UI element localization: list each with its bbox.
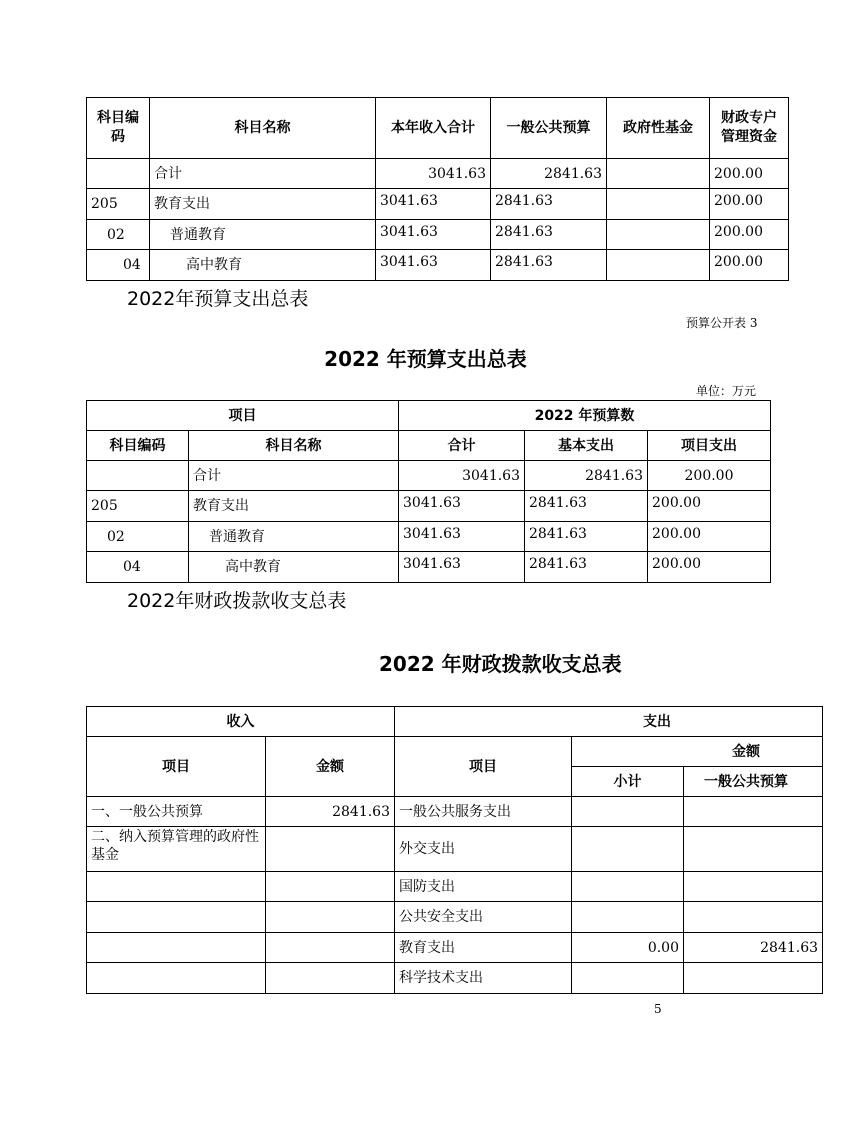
cell-income-item <box>87 902 266 933</box>
header-expense-amount: 金额 <box>572 737 823 767</box>
cell-name: 普通教育 <box>189 522 399 552</box>
header-income-item: 项目 <box>87 737 266 797</box>
header-special-account: 财政专户 管理资金 <box>710 98 789 159</box>
header-general-budget: 一般公共预算 <box>684 767 823 797</box>
table-row <box>87 797 823 827</box>
header-gov-fund: 政府性基金 <box>607 98 710 159</box>
cell-code: 04 <box>87 552 189 583</box>
cell-code <box>87 461 189 491</box>
cell-project: 200.00 <box>648 522 771 552</box>
appropriation-summary-table <box>86 706 823 994</box>
cell-subtotal: 0.00 <box>572 933 684 963</box>
cell-general <box>684 797 823 827</box>
cell-general <box>684 872 823 902</box>
form-number: 预算公开表 3 <box>686 316 758 330</box>
table-row <box>87 933 823 963</box>
cell-code: 205 <box>87 491 189 522</box>
header-total-income: 本年收入合计 <box>376 98 491 159</box>
cell-special: 200.00 <box>710 159 789 189</box>
header-income-amount: 金额 <box>266 737 395 797</box>
table-row <box>87 522 771 552</box>
page-number: 5 <box>654 1002 662 1016</box>
cell-name: 合计 <box>189 461 399 491</box>
income-summary-table <box>86 97 789 281</box>
unit-label: 单位：万元 <box>696 384 757 398</box>
cell-project: 200.00 <box>648 552 771 583</box>
cell-name: 教育支出 <box>189 491 399 522</box>
cell-code: 205 <box>87 189 150 220</box>
header-subject-name: 科目名称 <box>189 431 399 461</box>
cell-income-item <box>87 872 266 902</box>
table-row <box>87 827 823 872</box>
header-basic-expense: 基本支出 <box>525 431 648 461</box>
header-subject-name: 科目名称 <box>150 98 376 159</box>
table-row <box>87 250 789 281</box>
cell-general: 2841.63 <box>684 933 823 963</box>
cell-fund <box>607 220 710 250</box>
table-row <box>87 189 789 220</box>
table-row <box>87 461 771 491</box>
cell-total: 3041.63 <box>399 491 525 522</box>
header-income: 收入 <box>87 707 395 737</box>
cell-subtotal <box>572 963 684 994</box>
cell-total: 3041.63 <box>376 220 491 250</box>
table-row <box>87 872 823 902</box>
cell-income-item: 二、纳入预算管理的政府性基金 <box>87 827 266 872</box>
table-row <box>87 552 771 583</box>
cell-name: 教育支出 <box>150 189 376 220</box>
cell-name: 高中教育 <box>189 552 399 583</box>
cell-expense-item: 一般公共服务支出 <box>395 797 572 827</box>
cell-general <box>684 963 823 994</box>
cell-general <box>684 827 823 872</box>
header-subject-code: 科目编 码 <box>87 98 150 159</box>
section-heading-expense: 2022年预算支出总表 <box>127 288 309 310</box>
cell-subtotal <box>572 872 684 902</box>
cell-expense-item: 外交支出 <box>395 827 572 872</box>
expense-table-title: 2022 年预算支出总表 <box>324 347 527 371</box>
header-expense: 支出 <box>395 707 823 737</box>
cell-expense-item: 科学技术支出 <box>395 963 572 994</box>
cell-name: 高中教育 <box>150 250 376 281</box>
cell-total: 3041.63 <box>399 461 525 491</box>
cell-subtotal <box>572 827 684 872</box>
cell-code: 02 <box>87 220 150 250</box>
cell-general: 2841.63 <box>491 220 607 250</box>
cell-project: 200.00 <box>648 491 771 522</box>
cell-income-amount <box>266 933 395 963</box>
header-item: 项目 <box>87 401 399 431</box>
cell-code: 02 <box>87 522 189 552</box>
cell-expense-item: 国防支出 <box>395 872 572 902</box>
cell-total: 3041.63 <box>399 552 525 583</box>
cell-code <box>87 159 150 189</box>
cell-total: 3041.63 <box>376 159 491 189</box>
header-expense-item: 项目 <box>395 737 572 797</box>
header-total: 合计 <box>399 431 525 461</box>
cell-income-amount <box>266 827 395 872</box>
header-budget-2022: 2022 年预算数 <box>399 401 771 431</box>
cell-subtotal <box>572 902 684 933</box>
table-row <box>87 491 771 522</box>
table-row <box>87 963 823 994</box>
cell-basic: 2841.63 <box>525 522 648 552</box>
header-general-budget: 一般公共预算 <box>491 98 607 159</box>
table-row <box>87 902 823 933</box>
cell-subtotal <box>572 797 684 827</box>
cell-basic: 2841.63 <box>525 491 648 522</box>
table-row <box>87 220 789 250</box>
header-project-expense: 项目支出 <box>648 431 771 461</box>
cell-income-item <box>87 933 266 963</box>
expense-summary-table <box>86 400 771 583</box>
cell-name: 合计 <box>150 159 376 189</box>
cell-fund <box>607 159 710 189</box>
cell-income-amount: 2841.63 <box>266 797 395 827</box>
cell-general <box>684 902 823 933</box>
table-row <box>87 159 789 189</box>
cell-general: 2841.63 <box>491 250 607 281</box>
cell-total: 3041.63 <box>376 189 491 220</box>
cell-special: 200.00 <box>710 189 789 220</box>
cell-basic: 2841.63 <box>525 461 648 491</box>
cell-fund <box>607 189 710 220</box>
cell-general: 2841.63 <box>491 159 607 189</box>
cell-name: 普通教育 <box>150 220 376 250</box>
cell-code: 04 <box>87 250 150 281</box>
cell-basic: 2841.63 <box>525 552 648 583</box>
cell-expense-item: 公共安全支出 <box>395 902 572 933</box>
cell-expense-item: 教育支出 <box>395 933 572 963</box>
cell-income-amount <box>266 902 395 933</box>
cell-income-amount <box>266 963 395 994</box>
appropriation-table-title: 2022 年财政拨款收支总表 <box>379 652 622 676</box>
cell-income-item: 一、一般公共预算 <box>87 797 266 827</box>
cell-total: 3041.63 <box>399 522 525 552</box>
cell-special: 200.00 <box>710 220 789 250</box>
section-heading-appropriation: 2022年财政拨款收支总表 <box>127 590 347 612</box>
header-subject-code: 科目编码 <box>87 431 189 461</box>
header-subtotal: 小计 <box>572 767 684 797</box>
cell-income-amount <box>266 872 395 902</box>
cell-project: 200.00 <box>648 461 771 491</box>
cell-income-item <box>87 963 266 994</box>
cell-fund <box>607 250 710 281</box>
cell-general: 2841.63 <box>491 189 607 220</box>
cell-special: 200.00 <box>710 250 789 281</box>
cell-total: 3041.63 <box>376 250 491 281</box>
